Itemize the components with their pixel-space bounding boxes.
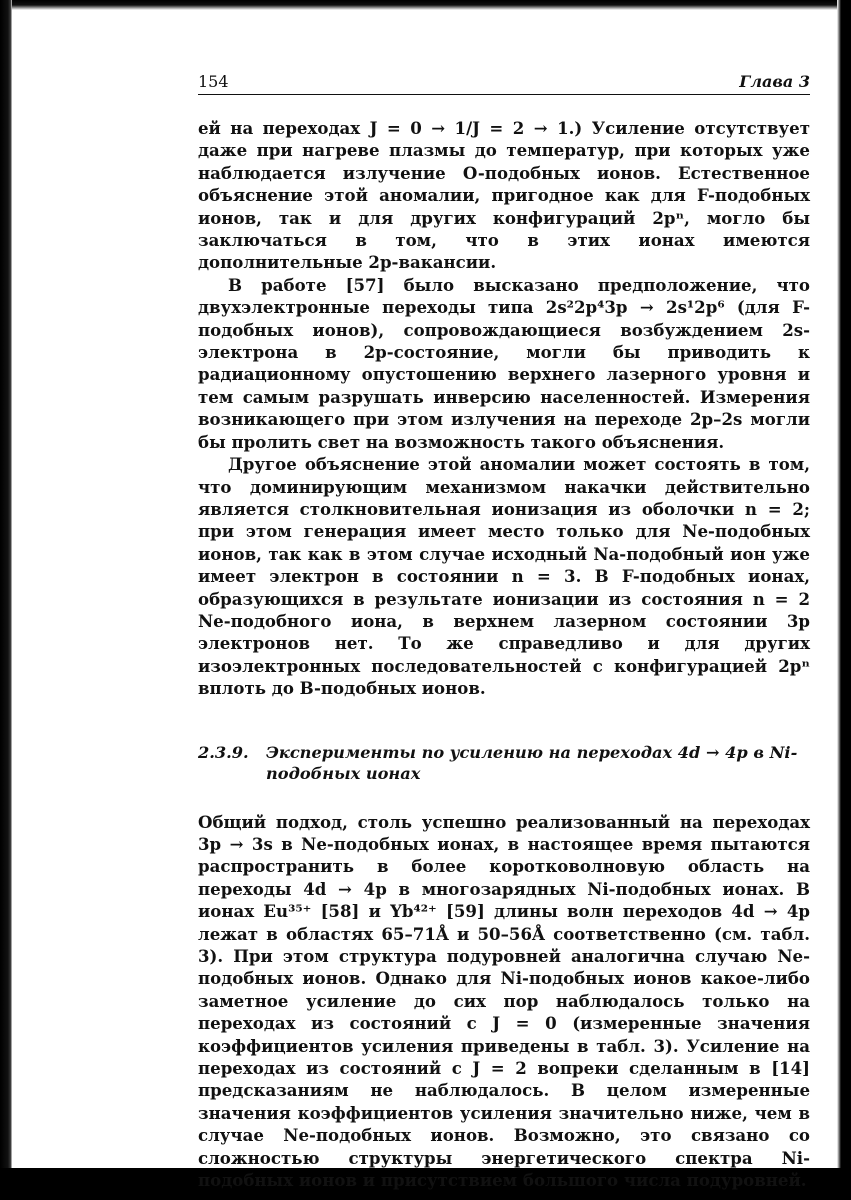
running-head — [198, 70, 810, 95]
chapter-title: Глава 3 — [739, 72, 810, 91]
scan-border-left — [0, 0, 12, 1200]
paragraph: Другое объяснение этой аномалии может состоять в том, что доминирующим механизмом накачки действительно является столкновительная ионизация из оболочки n = 2; при этом генерация имеет место только для Ne-подобных ионов, так как в этом случае исходный Na-подобный ион уже имеет электрон в состоянии n = 3. В F-подобных ионах, образующихся в результате ионизации из состояния n = 2 Ne-подобного иона, в верхнем лазерном состоянии 3p электронов нет. То же справедливо и для других изоэлектронных последовательностей с конфигурацией 2pⁿ вплоть до B-подобных ионов. — [198, 454, 810, 699]
scan-border-right — [837, 0, 851, 1200]
body-text — [198, 117, 810, 700]
section-title: Эксперименты по усилению на переходах 4d → 4p в Ni-подобных ионах — [266, 742, 798, 783]
section-heading — [198, 742, 810, 784]
book-page — [198, 70, 810, 1191]
section-body — [198, 811, 810, 1192]
page-number: 154 — [198, 72, 229, 91]
paragraph: Общий подход, столь успешно реализованный на переходах 3p → 3s в Ne-подобных ионах, в настоящее время пытаются распространить в более коротковолновую область на переходы 4d → 4p в многозарядных Ni-подобных ионах. В ионах Eu³⁵⁺ [58] и Yb⁴²⁺ [59] длины волн переходов 4d → 4p лежат в областях 65–71Å и 50–56Å соответственно (см. табл. 3). При этом структура подуровней аналогична случаю Ne-подобных ионов. Однако для Ni-подобных ионов какое-либо заметное усиление до сих пор наблюдалось только на переходах из состояний с J = 0 (измеренные значения коэффициентов усиления приведены в табл. 3). Усиление на переходах из состояний с J = 2 вопреки сделанным в [14] предсказаниям не наблюдалось. В целом измеренные значения коэффициентов усиления значительно ниже, чем в случае Ne-подобных ионов. Возможно, это связано со сложностью структуры энергетического спектра Ni-подобных ионов и присутствием большого числа подуровней. — [198, 811, 810, 1191]
paragraph: ей на переходах J = 0 → 1/J = 2 → 1.) Усиление отсутствует даже при нагреве плазмы до температур, при которых уже наблюдается излучение O-подобных ионов. Естественное объяснение этой аномалии, пригодное как для F-подобных ионов, так и для других конфигураций 2pⁿ, могло бы заключаться в том, что в этих ионах имеются дополнительные 2p-вакансии. — [198, 118, 810, 273]
section-number: 2.3.9. — [198, 742, 249, 762]
scan-border-top — [0, 0, 851, 10]
paragraph: В работе [57] было высказано предположение, что двухэлектронные переходы типа 2s²2p⁴3p → 2s¹2p⁶ (для F-подобных ионов), сопровождающиеся возбуждением 2s-электрона в 2p-состояние, могли бы приводить к радиационному опустошению верхнего лазерного уровня и тем самым разрушать инверсию населенностей. Измерения возникающего при этом излучения на переходе 2p–2s могли бы пролить свет на возможность такого объяснения. — [198, 274, 810, 452]
